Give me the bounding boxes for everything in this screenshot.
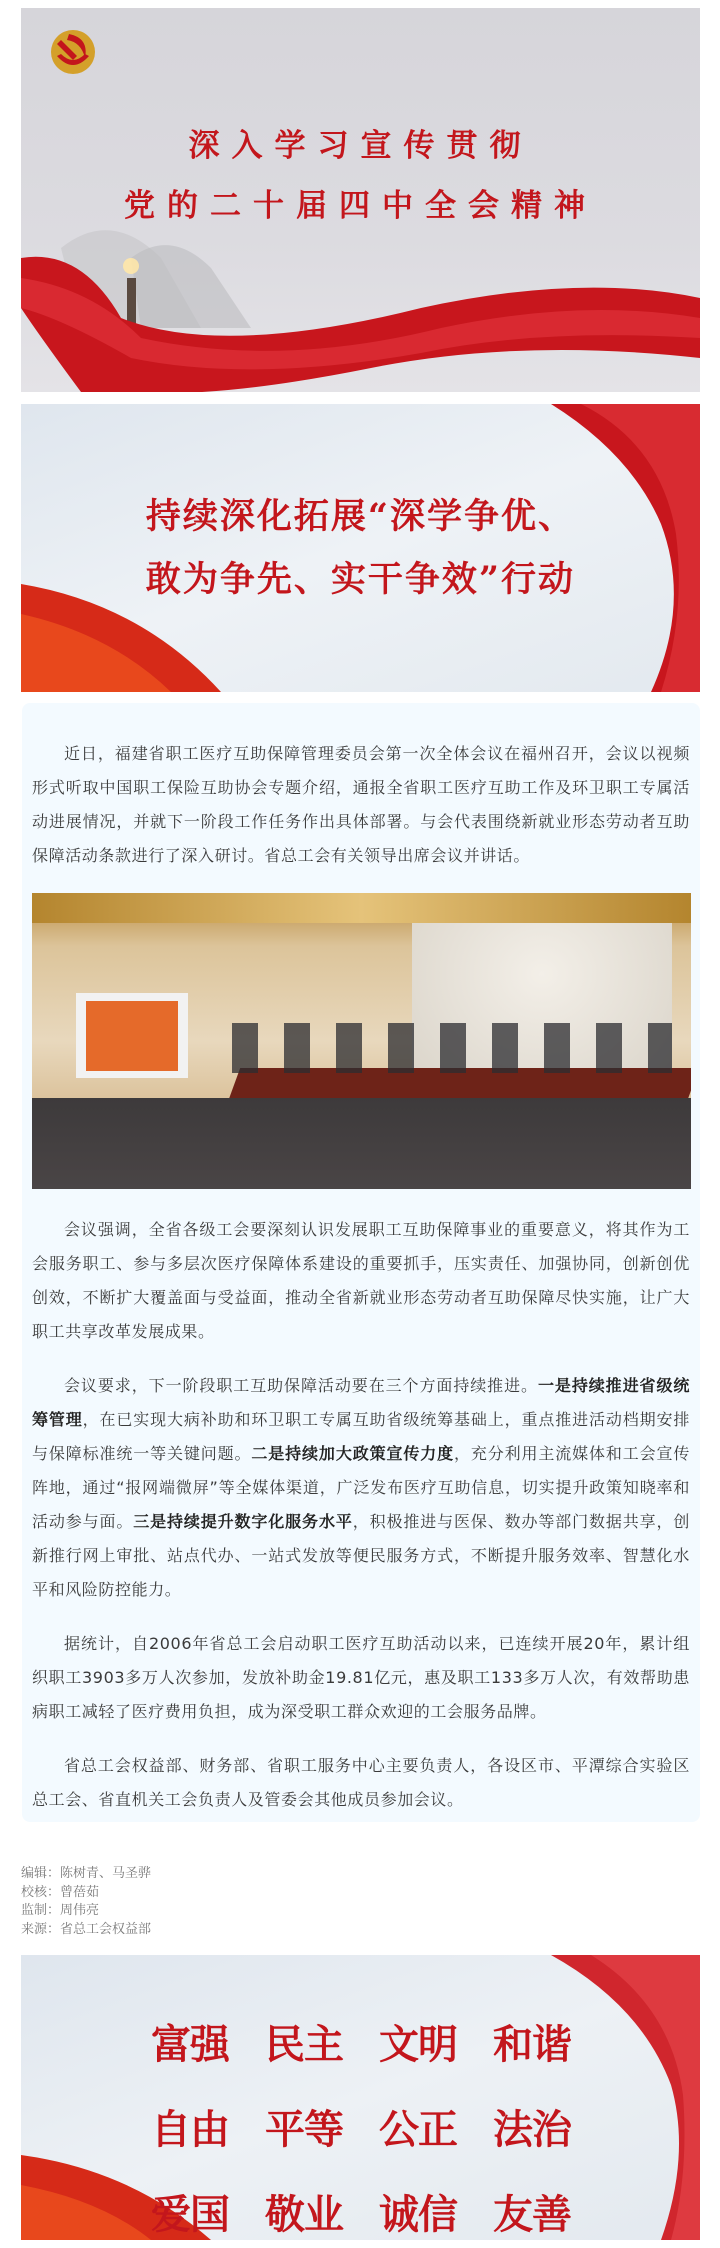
chairs-row <box>32 1098 691 1189</box>
banner-title-line2: 敢为争先、实干争效”行动 <box>145 559 576 600</box>
value-word: 敬业 <box>265 2191 343 2238</box>
credit-supervisor: 监制：周伟亮 <box>21 1903 100 1918</box>
value-word: 爱国 <box>151 2191 229 2238</box>
credit-editor: 编辑：陈树青、马圣骅 <box>21 1866 152 1881</box>
credit-reviewer: 校核：曾蓓茹 <box>21 1884 100 1900</box>
meeting-photo <box>32 893 691 1189</box>
value-word: 公正 <box>379 2106 457 2153</box>
text: 会议要求，下一阶段职工互助保障活动要在三个方面持续推进。 <box>64 1376 538 1395</box>
article-paragraph-1: 近日，福建省职工医疗互助保障管理委员会第一次全体会议在福州召开，会议以视频形式听取中国职工保险互助协会专题介绍，通报全省职工医疗互助工作及环卫职工专属活动进展情况，并就下一阶段工作任务作出具体部署。与会代表围绕新就业形态劳动者互助保障活动条款进行了深入研讨。省总工会有关领导出席会议并讲话。 <box>32 744 690 865</box>
projector-screen <box>76 993 188 1078</box>
text: ，在已实现大病补助和环卫职工专属互助省级统筹基础上，重点推进活动档期安排与保障标准统一等关键问题。 <box>32 1410 690 1463</box>
value-word: 诚信 <box>379 2191 457 2238</box>
values-row <box>151 2183 571 2240</box>
credit-source: 来源：省总工会权益部 <box>21 1921 152 1937</box>
value-word: 平等 <box>265 2106 343 2153</box>
article-paragraph-4: 据统计，自2006年省总工会启动职工医疗互助活动以来，已连续开展20年，累计组织职工3903多万人次参加，发放补助金19.81亿元，惠及职工133多万人次，有效帮助患病职工减轻了医疗费用负担，成为深受职工群众欢迎的工会服务品牌。 <box>32 1634 690 1721</box>
red-ribbon-decoration <box>21 404 700 692</box>
banner-core-values <box>21 1955 700 2240</box>
bold-point-3: 三是持续提升数字化服务水平 <box>133 1512 353 1531</box>
article-card <box>22 703 700 1822</box>
values-row <box>151 2098 571 2155</box>
core-values-grid <box>151 2013 571 2240</box>
banner-title-line1: 持续深化拓展“深学争优、 <box>145 496 576 537</box>
party-emblem-icon <box>47 26 99 78</box>
text: ，充分利用主流媒体和工会宣传阵地，通过“报网端微屏”等全媒体渠道，广泛发布医疗互助信息，切实提升政策知晓率和活动参与面。 <box>32 1444 690 1531</box>
value-word: 和谐 <box>493 2021 571 2068</box>
banner-title-line1: 深入学习宣传贯彻 <box>188 128 533 164</box>
banner-action-campaign <box>21 404 700 692</box>
article-paragraph-5: 省总工会权益部、财务部、省职工服务中心主要负责人，各设区市、平潭综合实验区总工会、省直机关工会负责人及管委会其他成员参加会议。 <box>32 1756 690 1809</box>
credits <box>21 1865 151 1939</box>
ceiling <box>32 893 691 923</box>
attendees <box>232 1023 672 1073</box>
article-paragraph-2: 会议强调，全省各级工会要深刻认识发展职工互助保障事业的重要意义，将其作为工会服务职工、参与多层次医疗保障体系建设的重要抓手，压实责任、加强协同，创新创优创效，不断扩大覆盖面与受益面，推动全省新就业形态劳动者互助保障尽快实施，让广大职工共享改革发展成果。 <box>32 1220 690 1341</box>
bold-point-2: 二是持续加大政策宣传力度 <box>251 1444 454 1463</box>
article-paragraph-3 <box>32 1369 690 1607</box>
value-word: 自由 <box>151 2106 229 2153</box>
text: ，积极推进与医保、数办等部门数据共享，创新推行网上审批、站点代办、一站式发放等便民服务方式，不断提升服务效率、智慧化水平和风险防控能力。 <box>32 1512 690 1599</box>
value-word: 富强 <box>151 2021 229 2068</box>
bold-point-1: 一是持续推进省级统筹管理 <box>32 1376 690 1429</box>
value-word: 民主 <box>265 2021 343 2068</box>
value-word: 文明 <box>379 2021 457 2068</box>
screen-slide <box>86 1001 178 1071</box>
value-word: 法治 <box>493 2106 571 2153</box>
banner-title-line2: 党的二十届四中全会精神 <box>124 188 597 224</box>
values-row <box>151 2013 571 2070</box>
value-word: 友善 <box>493 2191 571 2238</box>
banner-study-plenum <box>21 8 700 392</box>
